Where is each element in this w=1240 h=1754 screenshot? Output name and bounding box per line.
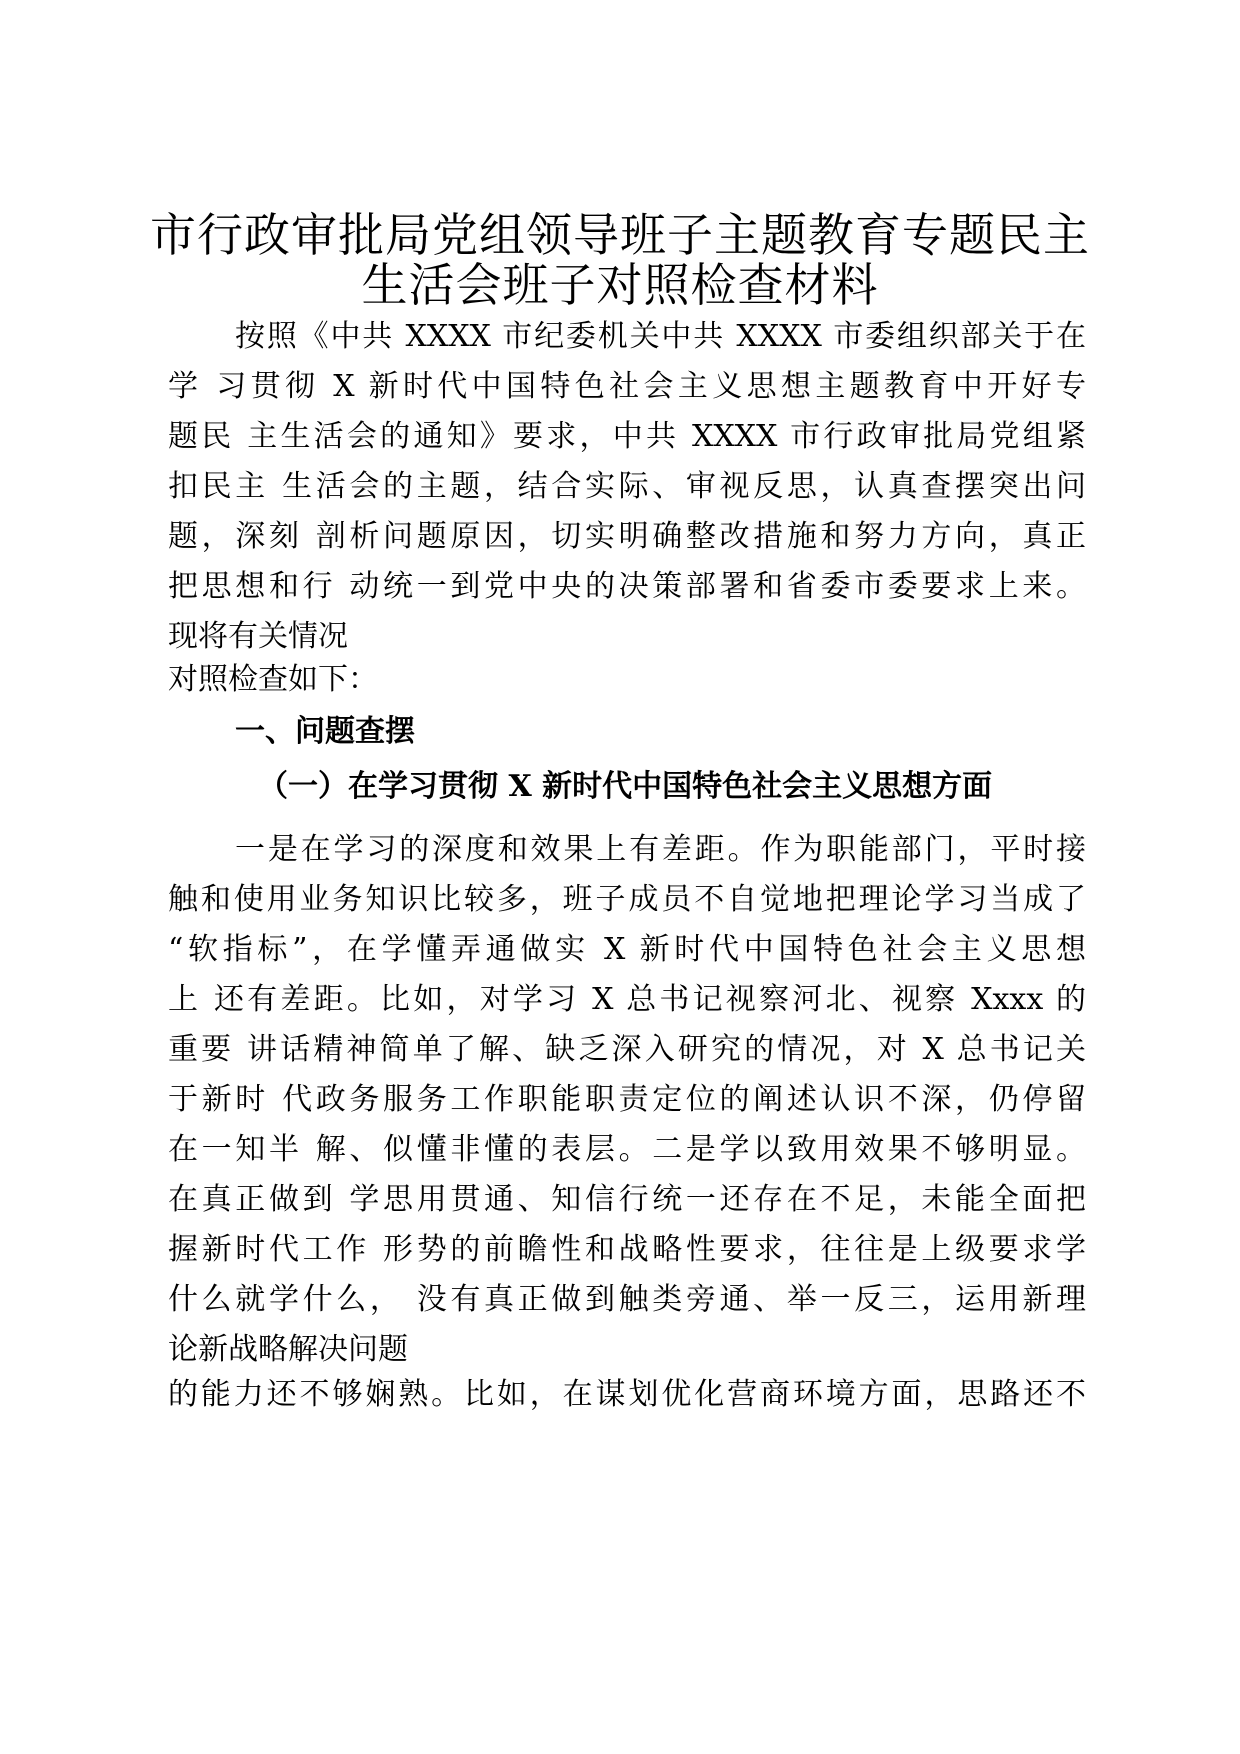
body-line: “软指标”，在学懂弄通做实 X 新时代中国特色社会主义思想 — [168, 932, 1086, 967]
body-line: 握新时代工作 形势的前瞻性和战略性要求，往往是上级要求学 — [168, 1232, 1086, 1267]
body-line: 重要 讲话精神简单了解、缺乏深入研究的情况，对 X 总书记关 — [168, 1032, 1086, 1067]
body-line: 在真正做到 学思用贯通、知信行统一还存在不足，未能全面把 — [168, 1182, 1086, 1217]
subsection-heading: （一）在学习贯彻 X 新时代中国特色社会主义思想方面 — [258, 769, 993, 804]
intro-line: 题民 主生活会的通知》要求，中共 XXXX 市行政审批局党组紧 — [168, 419, 1086, 454]
body-line: 触和使用业务知识比较多，班子成员不自觉地把理论学习当成了 — [168, 882, 1086, 917]
intro-line: 把思想和行 动统一到党中央的决策部署和省委市委要求上来。 — [168, 569, 1086, 604]
intro-line: 扣民主 生活会的主题，结合实际、审视反思，认真查摆突出问 — [168, 469, 1086, 504]
body-line: 什么就学什么， 没有真正做到触类旁通、举一反三，运用新理 — [168, 1282, 1086, 1317]
body-line: 一是在学习的深度和效果上有差距。作为职能部门，平时接 — [235, 832, 1086, 867]
intro-line: 题，深刻 剖析问题原因，切实明确整改措施和努力方向，真正 — [168, 519, 1086, 554]
section-heading: 一、问题查摆 — [235, 714, 415, 749]
intro-line: 学 习贯彻 X 新时代中国特色社会主义思想主题教育中开好专 — [168, 369, 1086, 404]
intro-line: 按照《中共 XXXX 市纪委机关中共 XXXX 市委组织部关于在 — [235, 319, 1086, 354]
intro-line: 现将有关情况 — [168, 619, 348, 654]
intro-line: 对照检查如下： — [168, 662, 378, 697]
body-line: 论新战略解决问题 — [168, 1332, 408, 1367]
body-line: 的能力还不够娴熟。比如，在谋划优化营商环境方面，思路还不 — [168, 1377, 1086, 1412]
body-line: 在一知半 解、似懂非懂的表层。二是学以致用效果不够明显。 — [168, 1132, 1086, 1167]
body-line: 上 还有差距。比如，对学习 X 总书记视察河北、视察 Xxxx 的 — [168, 982, 1086, 1017]
body-line: 于新时 代政务服务工作职能职责定位的阐述认识不深，仍停留 — [168, 1082, 1086, 1117]
document-title-line-2: 生活会班子对照检查材料 — [361, 258, 879, 312]
document-title-line-1: 市行政审批局党组领导班子主题教育专题民主 — [150, 208, 1090, 262]
